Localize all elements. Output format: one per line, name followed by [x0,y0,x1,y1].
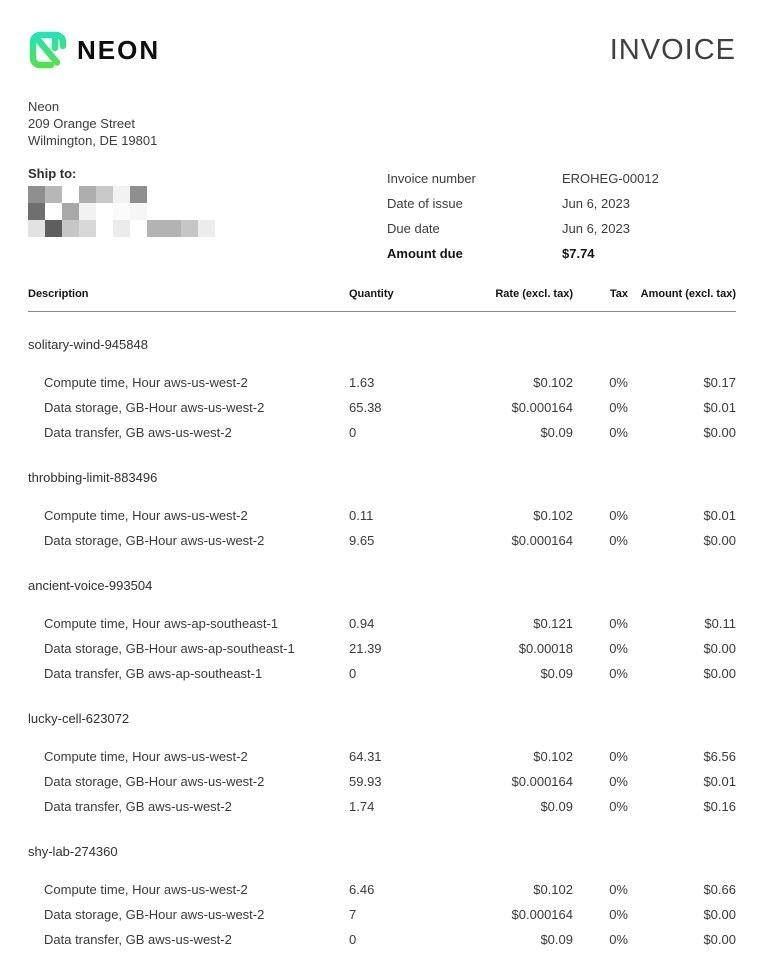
table-body [28,312,736,953]
meta-value: $7.74 [562,246,595,261]
redacted-pixel [79,186,96,203]
project-group-row [28,445,736,503]
item-description: Compute time, Hour aws-us-west-2 [44,375,248,390]
meta-value: EROHEG-00012 [562,171,659,186]
meta-label: Date of issue [387,196,463,211]
item-quantity: 65.38 [349,400,382,415]
project-group-row [28,686,736,744]
redacted-pixel [147,220,164,237]
item-amount: $0.01 [703,508,736,523]
invoice-meta [387,165,736,271]
item-rate: $0.102 [533,749,573,764]
item-amount: $6.56 [703,749,736,764]
project-group-name: lucky-cell-623072 [28,711,130,726]
redacted-pixel [181,220,198,237]
item-description: Data storage, GB-Hour aws-us-west-2 [44,400,265,415]
item-amount: $0.00 [703,932,736,947]
redacted-pixel [198,220,215,237]
column-header: Rate (excl. tax) [455,287,573,312]
redacted-pixel [28,220,45,237]
item-quantity: 64.31 [349,749,382,764]
item-description: Compute time, Hour aws-us-west-2 [44,508,248,523]
item-quantity: 21.39 [349,641,382,656]
company-name: Neon [28,99,60,114]
item-quantity: 0 [349,666,357,681]
redacted-pixel [62,220,79,237]
ship-to-redacted-mosaic [28,186,215,237]
redacted-pixel [79,220,96,237]
item-rate: $0.000164 [511,533,573,548]
project-group-row [28,553,736,611]
item-amount: $0.00 [703,907,736,922]
invoice-meta-row [387,221,736,246]
item-description: Data storage, GB-Hour aws-us-west-2 [44,907,265,922]
item-tax: 0% [609,666,628,681]
project-group-name: throbbing-limit-883496 [28,470,158,485]
ship-to-label: Ship to: [28,166,77,181]
redacted-pixel [45,203,62,220]
item-quantity: 9.65 [349,533,375,548]
column-header: Amount (excl. tax) [628,287,736,312]
redacted-pixel [181,203,198,220]
item-rate: $0.102 [533,882,573,897]
item-description: Compute time, Hour aws-us-west-2 [44,749,248,764]
project-group-name: solitary-wind-945848 [28,337,148,352]
item-rate: $0.000164 [511,400,573,415]
project-group-row [28,312,736,371]
item-description: Compute time, Hour aws-ap-southeast-1 [44,616,279,631]
item-description: Data transfer, GB aws-us-west-2 [44,799,232,814]
item-quantity: 1.63 [349,375,375,390]
item-amount: $0.01 [703,774,736,789]
redacted-pixel [45,186,62,203]
item-description: Data storage, GB-Hour aws-us-west-2 [44,533,265,548]
item-rate: $0.121 [533,616,573,631]
redacted-pixel [62,203,79,220]
redacted-pixel [147,186,164,203]
line-item-row [28,420,736,445]
item-rate: $0.09 [540,666,573,681]
redacted-pixel [130,186,147,203]
project-group-row [28,819,736,877]
line-item-row [28,877,736,902]
line-item-row [28,794,736,819]
line-item-row [28,503,736,528]
redacted-pixel [96,220,113,237]
item-quantity: 7 [349,907,357,922]
item-amount: $0.66 [703,882,736,897]
item-amount: $0.17 [703,375,736,390]
item-tax: 0% [609,641,628,656]
brand-wordmark: NEON [77,35,161,65]
company-address [28,98,736,149]
item-rate: $0.09 [540,932,573,947]
item-quantity: 0 [349,932,357,947]
item-amount: $0.16 [703,799,736,814]
page-header [28,30,736,70]
company-city: Wilmington, DE 19801 [28,133,158,148]
line-item-row [28,902,736,927]
item-amount: $0.00 [703,425,736,440]
item-tax: 0% [609,932,628,947]
item-description: Data storage, GB-Hour aws-us-west-2 [44,774,265,789]
table-header-row [28,287,736,312]
redacted-pixel [164,203,181,220]
item-quantity: 1.74 [349,799,375,814]
item-description: Data transfer, GB aws-us-west-2 [44,932,232,947]
redacted-pixel [45,220,62,237]
item-rate: $0.000164 [511,907,573,922]
ship-to-section [28,165,215,271]
item-tax: 0% [609,882,628,897]
meta-value: Jun 6, 2023 [562,196,630,211]
meta-label: Due date [387,221,440,236]
invoice-meta-row [387,196,736,221]
redacted-pixel [181,186,198,203]
item-amount: $0.01 [703,400,736,415]
redacted-pixel [113,186,130,203]
item-quantity: 6.46 [349,882,375,897]
item-quantity: 0.94 [349,616,375,631]
item-tax: 0% [609,375,628,390]
redacted-pixel [113,220,130,237]
line-item-row [28,611,736,636]
column-header: Quantity [349,287,455,312]
item-tax: 0% [609,774,628,789]
item-description: Compute time, Hour aws-us-west-2 [44,882,248,897]
invoice-meta-row [387,171,736,196]
item-tax: 0% [609,425,628,440]
meta-section [28,165,736,271]
line-item-row [28,661,736,686]
redacted-pixel [198,186,215,203]
item-tax: 0% [609,400,628,415]
meta-label: Amount due [387,246,463,261]
line-item-row [28,370,736,395]
redacted-pixel [113,203,130,220]
item-tax: 0% [609,508,628,523]
item-amount: $0.00 [703,666,736,681]
item-amount: $0.00 [703,641,736,656]
meta-label: Invoice number [387,171,476,186]
meta-value: Jun 6, 2023 [562,221,630,236]
redacted-pixel [198,203,215,220]
item-amount: $0.11 [704,616,736,631]
item-description: Data transfer, GB aws-ap-southeast-1 [44,666,263,681]
redacted-pixel [79,203,96,220]
item-amount: $0.00 [703,533,736,548]
item-rate: $0.102 [533,508,573,523]
item-quantity: 0.11 [349,508,374,523]
line-item-row [28,769,736,794]
redacted-pixel [96,186,113,203]
line-item-row [28,636,736,661]
item-tax: 0% [609,533,628,548]
item-rate: $0.00018 [518,641,573,656]
item-rate: $0.09 [540,799,573,814]
redacted-pixel [28,203,45,220]
project-group-name: shy-lab-274360 [28,844,118,859]
redacted-pixel [130,203,147,220]
brand [28,30,160,70]
neon-logo-icon [28,30,68,70]
item-tax: 0% [609,616,628,631]
line-item-row [28,744,736,769]
item-rate: $0.102 [533,375,573,390]
redacted-pixel [62,186,79,203]
project-group-name: ancient-voice-993504 [28,578,153,593]
redacted-pixel [28,186,45,203]
item-tax: 0% [609,799,628,814]
item-tax: 0% [609,907,628,922]
item-tax: 0% [609,749,628,764]
line-item-row [28,528,736,553]
line-items-table [28,287,736,952]
item-description: Data transfer, GB aws-us-west-2 [44,425,232,440]
company-street: 209 Orange Street [28,116,135,131]
item-rate: $0.000164 [511,774,573,789]
redacted-pixel [96,203,113,220]
redacted-pixel [164,186,181,203]
item-quantity: 59.93 [349,774,382,789]
redacted-pixel [130,220,147,237]
line-item-row [28,395,736,420]
column-header: Description [28,287,349,312]
item-description: Data storage, GB-Hour aws-ap-southeast-1 [44,641,295,656]
item-rate: $0.09 [540,425,573,440]
redacted-pixel [147,203,164,220]
item-quantity: 0 [349,425,357,440]
column-header: Tax [573,287,628,312]
invoice-title: INVOICE [609,33,736,66]
invoice-meta-row [387,246,736,271]
redacted-pixel [164,220,181,237]
line-item-row [28,927,736,952]
